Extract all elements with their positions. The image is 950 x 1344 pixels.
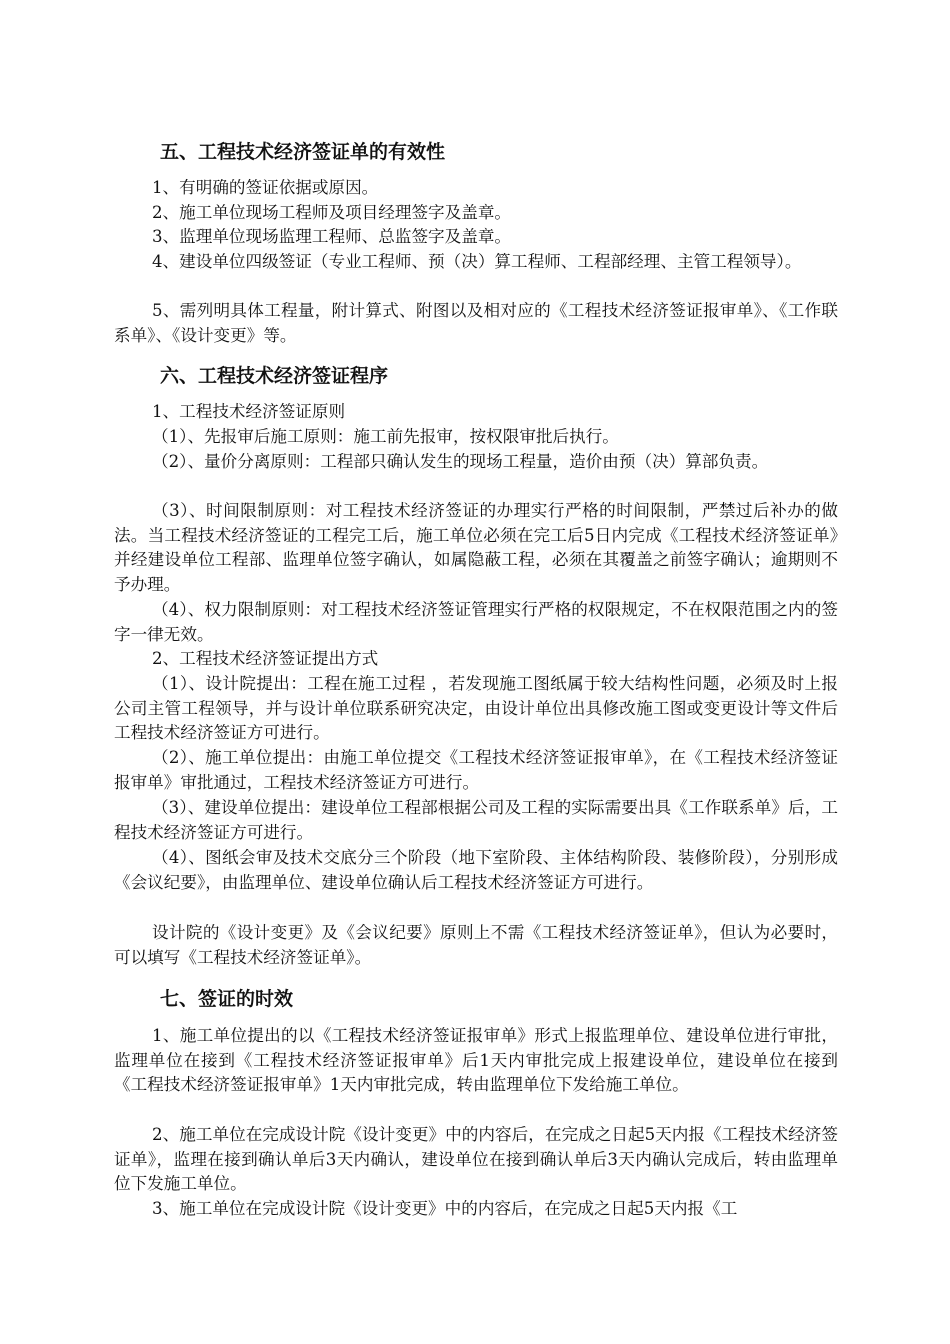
paragraph: 设计院的《设计变更》及《会议纪要》原则上不需《工程技术经济签证单》，但认为必要时，可以填写《工程技术经济签证单》。: [114, 923, 838, 967]
section-heading-6: 六、工程技术经济签证程序: [160, 365, 389, 387]
paragraph: （2）、量价分离原则：工程部只确认发生的现场工程量，造价由预（决）算部负责。: [152, 452, 769, 471]
paragraph: 2、施工单位现场工程师及项目经理签字及盖章。: [152, 203, 512, 222]
paragraph: （4）、图纸会审及技术交底分三个阶段（地下室阶段、主体结构阶段、装修阶段），分别形成《会议纪要》，由监理单位、建设单位确认后工程技术经济签证方可进行。: [114, 848, 838, 892]
paragraph: 3、监理单位现场监理工程师、总监签字及盖章。: [152, 227, 512, 246]
paragraph: 2、施工单位在完成设计院《设计变更》中的内容后，在完成之日起5天内报《工程技术经济签证单》，监理在接到确认单后3天内确认，建设单位在接到确认单后3天内确认完成后，转由监理单位下发施工单位。: [114, 1125, 838, 1193]
paragraph: （2）、施工单位提出：由施工单位提交《工程技术经济签证报审单》，在《工程技术经济签证报审单》审批通过，工程技术经济签证方可进行。: [114, 748, 838, 792]
paragraph: 5、需列明具体工程量，附计算式、附图以及相对应的《工程技术经济签证报审单》、《工作联系单》、《设计变更》等。: [114, 301, 838, 345]
paragraph: 4、建设单位四级签证（专业工程师、预（决）算工程师、工程部经理、主管工程领导）。: [152, 252, 802, 271]
paragraph: （3）、建设单位提出：建设单位工程部根据公司及工程的实际需要出具《工作联系单》后，工程技术经济签证方可进行。: [114, 798, 838, 842]
paragraph: 1、有明确的签证依据或原因。: [152, 178, 379, 197]
section-heading-5: 五、工程技术经济签证单的有效性: [160, 141, 446, 163]
paragraph: 1、施工单位提出的以《工程技术经济签证报审单》形式上报监理单位、建设单位进行审批，监理单位在接到《工程技术经济签证报审单》后1天内审批完成上报建设单位，建设单位在接到《工程技术经济签证报审单》1天内审批完成，转由监理单位下发给施工单位。: [114, 1026, 838, 1094]
paragraph: （4）、权力限制原则：对工程技术经济签证管理实行严格的权限规定，不在权限范围之内的签字一律无效。: [114, 600, 838, 644]
paragraph: 2、工程技术经济签证提出方式: [152, 649, 379, 668]
paragraph: 1、工程技术经济签证原则: [152, 402, 346, 421]
paragraph: 3、施工单位在完成设计院《设计变更》中的内容后，在完成之日起5天内报《工: [152, 1199, 738, 1218]
section-heading-7: 七、签证的时效: [160, 988, 294, 1010]
paragraph: （3）、时间限制原则：对工程技术经济签证的办理实行严格的时间限制，严禁过后补办的做法。当工程技术经济签证的工程完工后，施工单位必须在完工后5日内完成《工程技术经济签证单》并经建设单位工程部、监理单位签字确认，如属隐蔽工程，必须在其覆盖之前签字确认；逾期则不予办理。: [114, 501, 838, 594]
paragraph: （1）、先报审后施工原则：施工前先报审，按权限审批后执行。: [152, 427, 619, 446]
paragraph: （1）、设计院提出：工程在施工过程 ，若发现施工图纸属于较大结构性问题，必须及时上报公司主管工程领导，并与设计单位联系研究决定，由设计单位出具修改施工图或变更设计等文件后工程技术经济签证方可进行。: [114, 674, 838, 742]
